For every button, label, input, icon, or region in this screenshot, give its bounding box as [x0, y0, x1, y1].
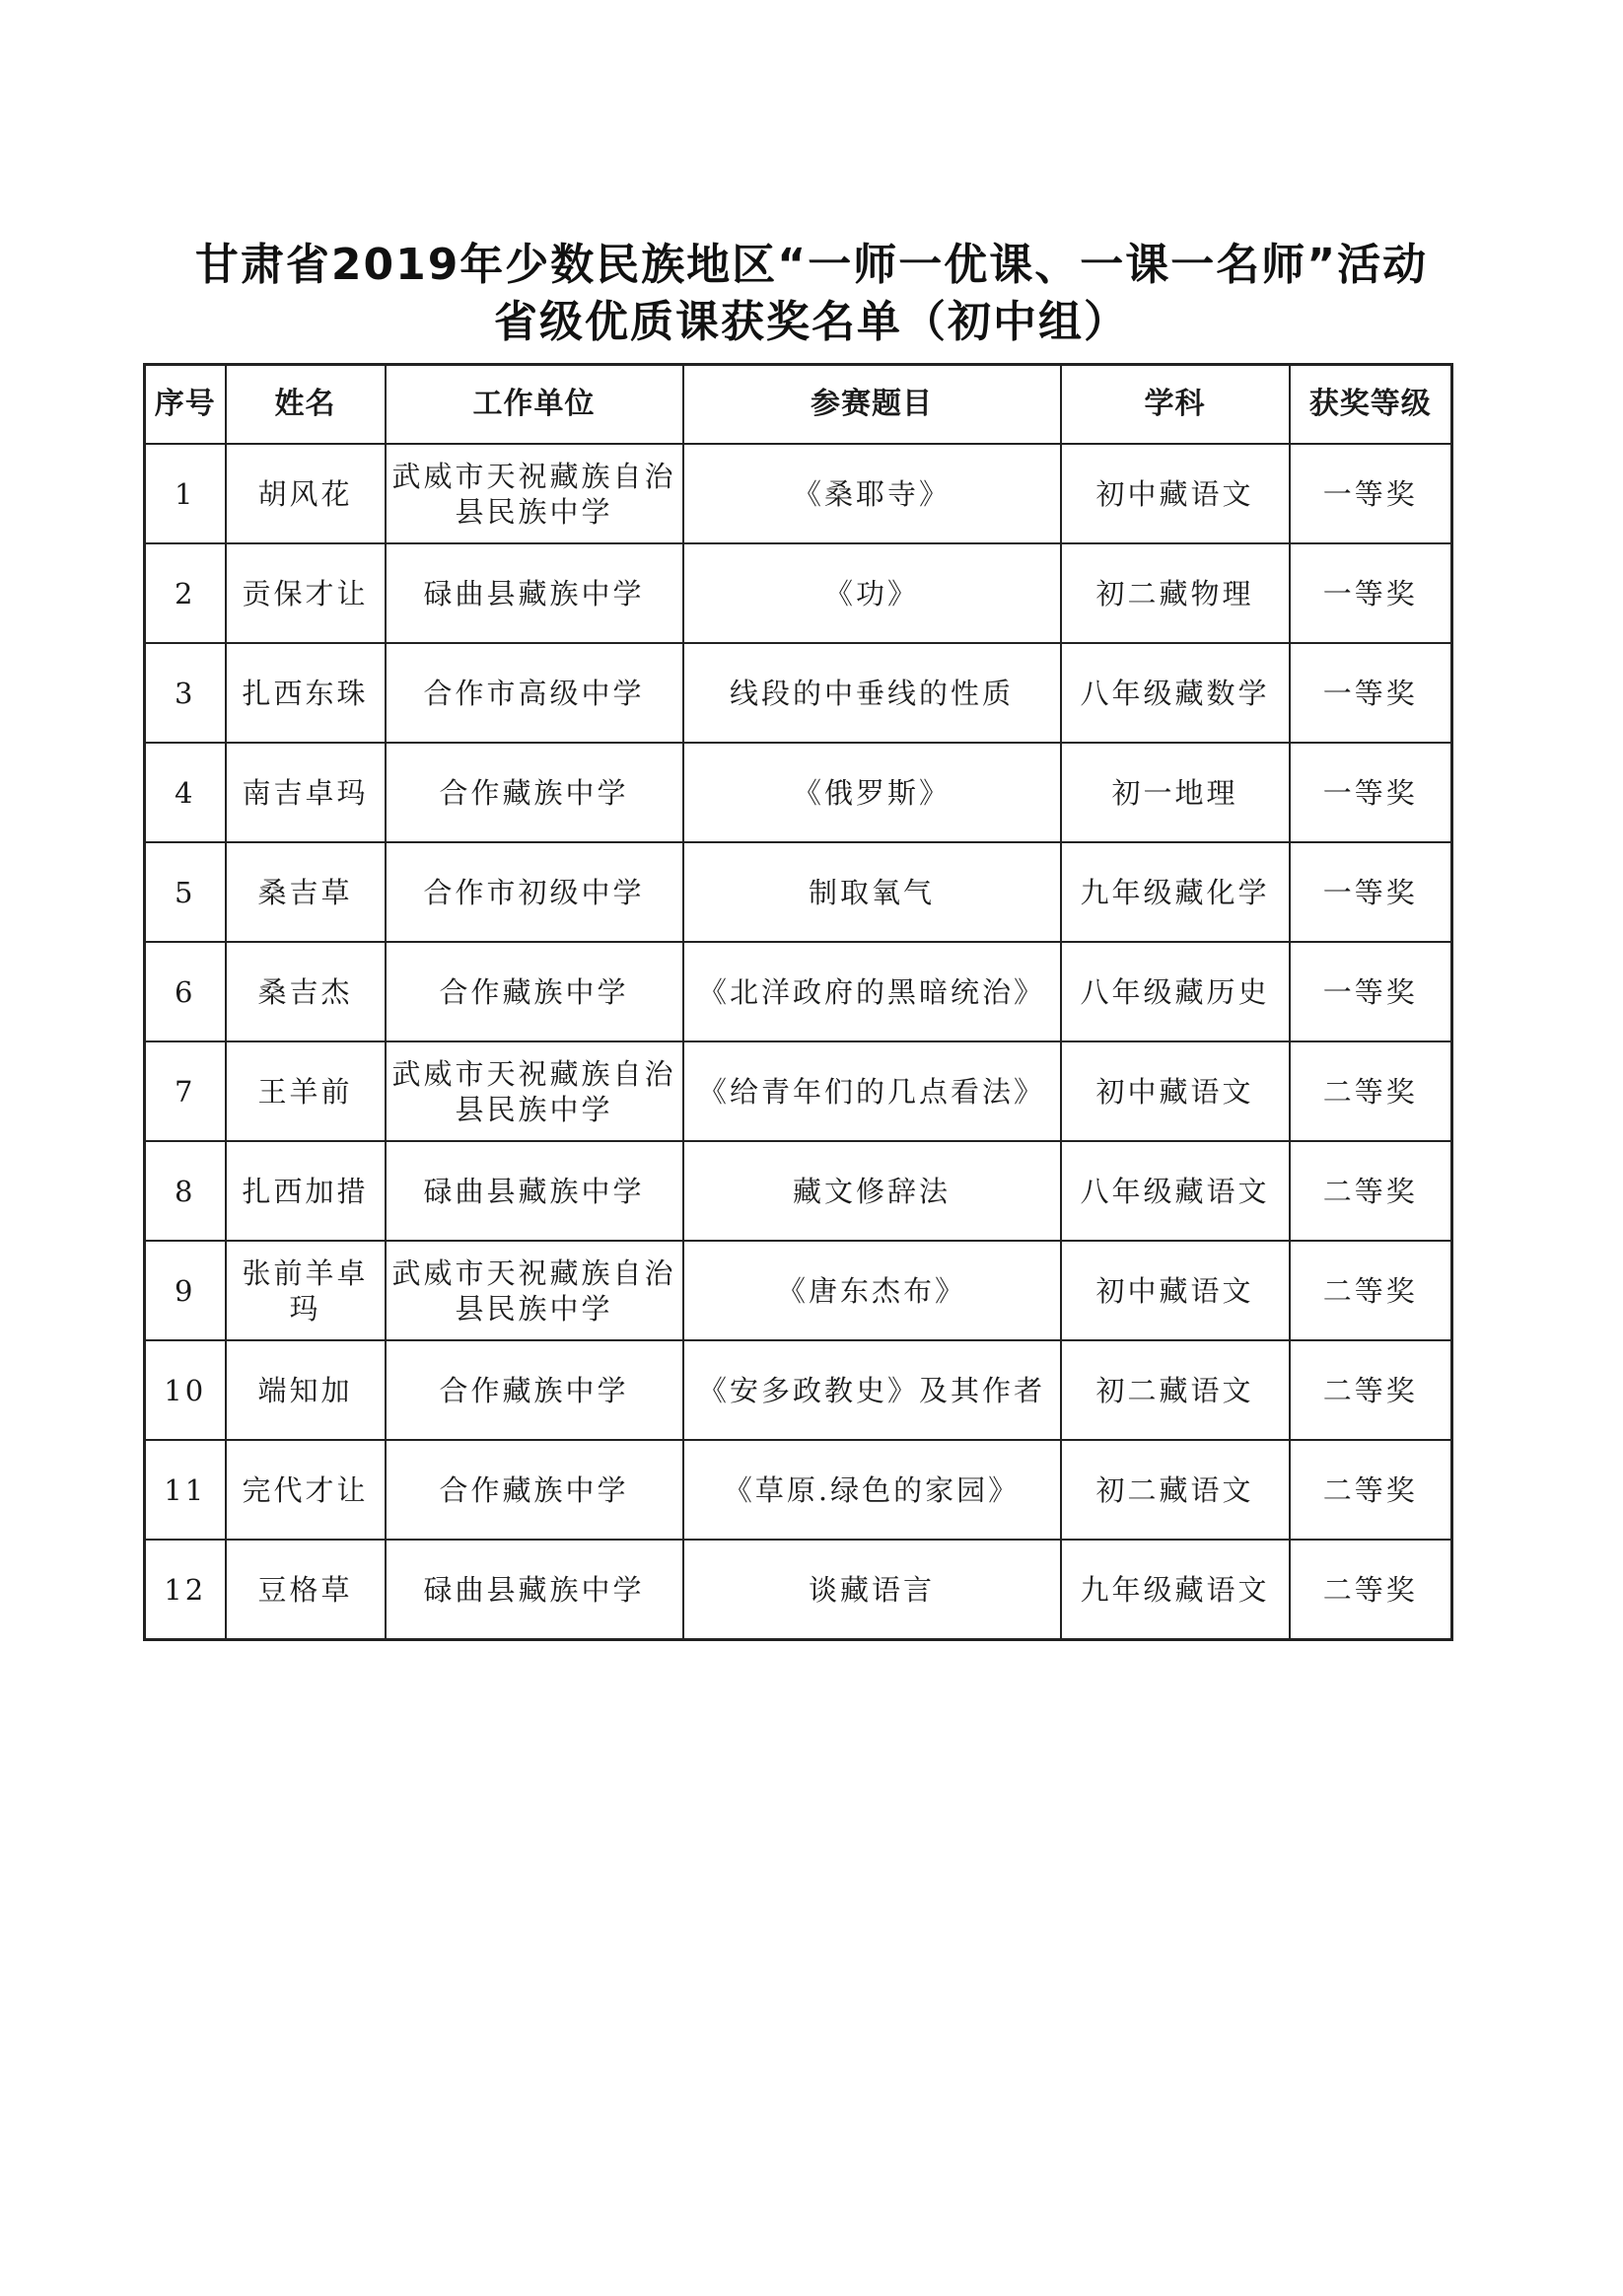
- cell-topic: 《功》: [683, 543, 1061, 643]
- cell-subject: 初二藏物理: [1061, 543, 1290, 643]
- cell-unit: 合作市初级中学: [386, 842, 683, 942]
- table-row: [145, 743, 1452, 842]
- table-row: [145, 643, 1452, 743]
- document-title-line2: 省级优质课获奖名单（初中组）: [494, 297, 1129, 347]
- cell-topic: 藏文修辞法: [683, 1141, 1061, 1241]
- cell-award: 二等奖: [1290, 1241, 1452, 1340]
- document-title-line1: 甘肃省2019年少数民族地区“一师一优课、一课一名师”活动: [194, 240, 1429, 290]
- cell-award: 一等奖: [1290, 543, 1452, 643]
- header-topic: 参赛题目: [683, 365, 1061, 445]
- cell-unit: 碌曲县藏族中学: [386, 1141, 683, 1241]
- cell-subject: 八年级藏语文: [1061, 1141, 1290, 1241]
- cell-award: 一等奖: [1290, 643, 1452, 743]
- cell-name: 豆格草: [226, 1540, 386, 1640]
- header-seq: 序号: [145, 365, 226, 445]
- table-row: [145, 1141, 1452, 1241]
- header-name: 姓名: [226, 365, 386, 445]
- cell-unit: 武威市天祝藏族自治县民族中学: [386, 444, 683, 543]
- cell-unit: 合作藏族中学: [386, 942, 683, 1041]
- header-award: 获奖等级: [1290, 365, 1452, 445]
- cell-name: 王羊前: [226, 1041, 386, 1141]
- cell-seq: 4: [145, 743, 226, 842]
- cell-subject: 初中藏语文: [1061, 444, 1290, 543]
- cell-topic: 《俄罗斯》: [683, 743, 1061, 842]
- cell-unit: 合作藏族中学: [386, 1340, 683, 1440]
- cell-unit: 武威市天祝藏族自治县民族中学: [386, 1041, 683, 1141]
- cell-award: 二等奖: [1290, 1041, 1452, 1141]
- award-list-table: [143, 363, 1453, 1641]
- cell-topic: 《给青年们的几点看法》: [683, 1041, 1061, 1141]
- cell-name: 桑吉杰: [226, 942, 386, 1041]
- cell-unit: 碌曲县藏族中学: [386, 1540, 683, 1640]
- cell-subject: 初二藏语文: [1061, 1340, 1290, 1440]
- cell-name: 胡风花: [226, 444, 386, 543]
- cell-award: 二等奖: [1290, 1540, 1452, 1640]
- cell-name: 扎西加措: [226, 1141, 386, 1241]
- cell-unit: 武威市天祝藏族自治县民族中学: [386, 1241, 683, 1340]
- cell-seq: 12: [145, 1540, 226, 1640]
- cell-topic: 线段的中垂线的性质: [683, 643, 1061, 743]
- header-unit: 工作单位: [386, 365, 683, 445]
- cell-award: 二等奖: [1290, 1440, 1452, 1540]
- cell-name: 扎西东珠: [226, 643, 386, 743]
- table-row: [145, 1540, 1452, 1640]
- cell-award: 二等奖: [1290, 1340, 1452, 1440]
- cell-subject: 初中藏语文: [1061, 1041, 1290, 1141]
- cell-seq: 9: [145, 1241, 226, 1340]
- cell-topic: 《安多政教史》及其作者: [683, 1340, 1061, 1440]
- cell-seq: 8: [145, 1141, 226, 1241]
- table-row: [145, 1440, 1452, 1540]
- cell-subject: 初一地理: [1061, 743, 1290, 842]
- cell-seq: 7: [145, 1041, 226, 1141]
- cell-name: 完代才让: [226, 1440, 386, 1540]
- table-row: [145, 1041, 1452, 1141]
- cell-seq: 6: [145, 942, 226, 1041]
- table-row: [145, 942, 1452, 1041]
- cell-subject: 九年级藏化学: [1061, 842, 1290, 942]
- cell-name: 南吉卓玛: [226, 743, 386, 842]
- cell-topic: 制取氧气: [683, 842, 1061, 942]
- cell-unit: 合作藏族中学: [386, 743, 683, 842]
- cell-topic: 《草原.绿色的家园》: [683, 1440, 1061, 1540]
- cell-unit: 合作藏族中学: [386, 1440, 683, 1540]
- header-subject: 学科: [1061, 365, 1290, 445]
- cell-award: 一等奖: [1290, 842, 1452, 942]
- cell-unit: 碌曲县藏族中学: [386, 543, 683, 643]
- table-row: [145, 842, 1452, 942]
- cell-award: 一等奖: [1290, 444, 1452, 543]
- cell-name: 桑吉草: [226, 842, 386, 942]
- cell-seq: 5: [145, 842, 226, 942]
- cell-subject: 初二藏语文: [1061, 1440, 1290, 1540]
- table-header-row: [145, 365, 1452, 445]
- cell-topic: 《桑耶寺》: [683, 444, 1061, 543]
- table-row: [145, 1340, 1452, 1440]
- table-row: [145, 543, 1452, 643]
- cell-name: 张前羊卓玛: [226, 1241, 386, 1340]
- cell-seq: 2: [145, 543, 226, 643]
- cell-name: 端知加: [226, 1340, 386, 1440]
- cell-subject: 初中藏语文: [1061, 1241, 1290, 1340]
- cell-seq: 10: [145, 1340, 226, 1440]
- cell-subject: 八年级藏数学: [1061, 643, 1290, 743]
- cell-subject: 八年级藏历史: [1061, 942, 1290, 1041]
- cell-award: 二等奖: [1290, 1141, 1452, 1241]
- cell-subject: 九年级藏语文: [1061, 1540, 1290, 1640]
- cell-seq: 3: [145, 643, 226, 743]
- cell-topic: 《唐东杰布》: [683, 1241, 1061, 1340]
- table-row: [145, 1241, 1452, 1340]
- table-row: [145, 444, 1452, 543]
- cell-topic: 《北洋政府的黑暗统治》: [683, 942, 1061, 1041]
- cell-seq: 1: [145, 444, 226, 543]
- cell-award: 一等奖: [1290, 743, 1452, 842]
- cell-award: 一等奖: [1290, 942, 1452, 1041]
- cell-unit: 合作市高级中学: [386, 643, 683, 743]
- cell-name: 贡保才让: [226, 543, 386, 643]
- cell-seq: 11: [145, 1440, 226, 1540]
- cell-topic: 谈藏语言: [683, 1540, 1061, 1640]
